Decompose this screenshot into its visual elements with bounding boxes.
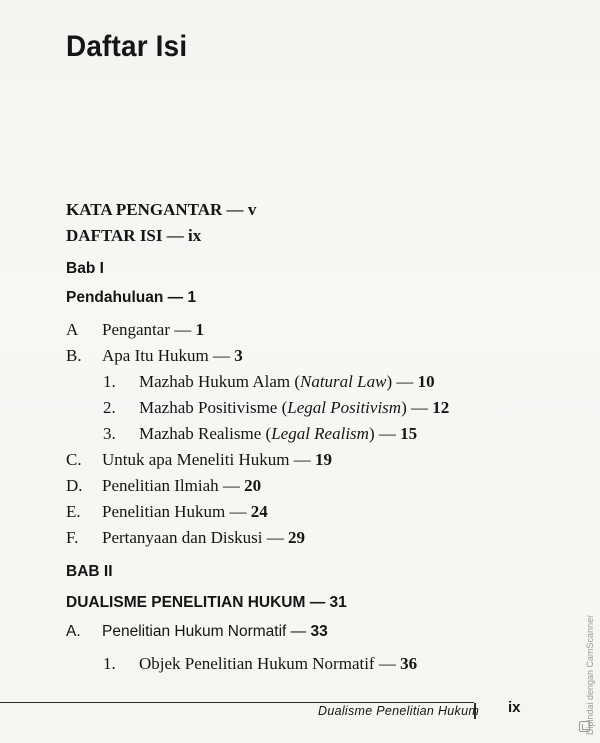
toc-label: DAFTAR ISI — <box>66 226 189 245</box>
chapter-heading-bab-1: Bab I <box>66 260 104 277</box>
toc-label: DUALISME PENELITIAN HUKUM — <box>66 594 330 611</box>
toc-entry-mazhab-positivisme[interactable] <box>103 398 449 418</box>
toc-page: 31 <box>329 594 347 611</box>
toc-entry-pertanyaan-diskusi[interactable] <box>66 528 305 548</box>
toc-marker: 1. <box>103 654 116 673</box>
toc-entry-penelitian-ilmiah[interactable] <box>66 476 261 496</box>
toc-marker: 3. <box>103 424 116 443</box>
toc-page: 29 <box>288 528 306 547</box>
toc-label: Untuk apa Meneliti Hukum — <box>102 450 315 469</box>
page-title: Daftar Isi <box>66 30 188 63</box>
toc-label: Mazhab Positivisme ( <box>139 398 288 417</box>
toc-label: KATA PENGANTAR — <box>66 200 248 219</box>
toc-label: ) — <box>386 372 418 391</box>
toc-entry-mazhab-hukum-alam[interactable] <box>103 372 435 392</box>
toc-entry-objek-penelitian[interactable] <box>103 654 417 674</box>
toc-entry-penelitian-hukum-normatif[interactable] <box>66 623 328 641</box>
toc-page: 1 <box>187 289 197 306</box>
toc-marker: F. <box>66 528 79 547</box>
toc-page: 33 <box>310 623 328 640</box>
toc-marker: 1. <box>103 372 116 391</box>
toc-page: 24 <box>250 502 268 521</box>
toc-entry-untuk-apa-meneliti[interactable] <box>66 450 332 470</box>
page-number: ix <box>508 699 521 716</box>
toc-entry-mazhab-realisme[interactable] <box>103 424 417 444</box>
toc-label: Penelitian Hukum — <box>102 502 251 521</box>
toc-entry-pendahuluan[interactable] <box>66 289 196 307</box>
toc-page: ix <box>188 226 202 245</box>
toc-entry-daftar-isi[interactable] <box>66 226 201 246</box>
toc-page: 19 <box>314 450 332 469</box>
toc-label: ) — <box>401 398 433 417</box>
toc-marker: 2. <box>103 398 116 417</box>
toc-marker: C. <box>66 450 82 469</box>
toc-label-italic: Legal Realism <box>271 424 369 443</box>
bleed-through <box>300 40 304 55</box>
toc-marker: A. <box>66 623 81 640</box>
toc-label: Pendahuluan — <box>66 289 188 306</box>
toc-label-italic: Legal Positivism <box>287 398 402 417</box>
toc-label: Penelitian Hukum Normatif — <box>102 623 311 640</box>
scanner-watermark: Dipindai dengan CamScanner <box>585 614 595 735</box>
chapter-heading-bab-2: BAB II <box>66 563 113 580</box>
toc-page: 1 <box>195 320 204 339</box>
toc-marker: B. <box>66 346 82 365</box>
toc-label: Mazhab Hukum Alam ( <box>139 372 300 391</box>
toc-marker: D. <box>66 476 83 495</box>
toc-page: v <box>247 200 257 219</box>
toc-page: 15 <box>400 424 418 443</box>
toc-label-italic: Natural Law <box>300 372 387 391</box>
toc-label: Pengantar — <box>102 320 196 339</box>
toc-marker: E. <box>66 502 81 521</box>
toc-page: 10 <box>417 372 435 391</box>
toc-label: Objek Penelitian Hukum Normatif — <box>139 654 401 673</box>
toc-page: 3 <box>234 346 243 365</box>
footer-rule <box>0 702 474 703</box>
toc-entry-dualisme[interactable] <box>66 594 347 612</box>
toc-label: Penelitian Ilmiah — <box>102 476 245 495</box>
toc-entry-penelitian-hukum[interactable] <box>66 502 268 522</box>
toc-label: Apa Itu Hukum — <box>102 346 235 365</box>
toc-label: Mazhab Realisme ( <box>139 424 272 443</box>
toc-entry-apa-itu-hukum[interactable] <box>66 346 243 366</box>
toc-entry-kata-pengantar[interactable] <box>66 200 256 220</box>
toc-page: 36 <box>400 654 418 673</box>
toc-entry-pengantar[interactable] <box>66 320 204 340</box>
toc-label: Pertanyaan dan Diskusi — <box>102 528 289 547</box>
toc-label: ) — <box>368 424 401 443</box>
toc-page: 12 <box>432 398 450 417</box>
toc-page: 20 <box>244 476 262 495</box>
toc-marker: A <box>66 320 79 339</box>
running-title: Dualisme Penelitian Hukum <box>318 704 480 718</box>
